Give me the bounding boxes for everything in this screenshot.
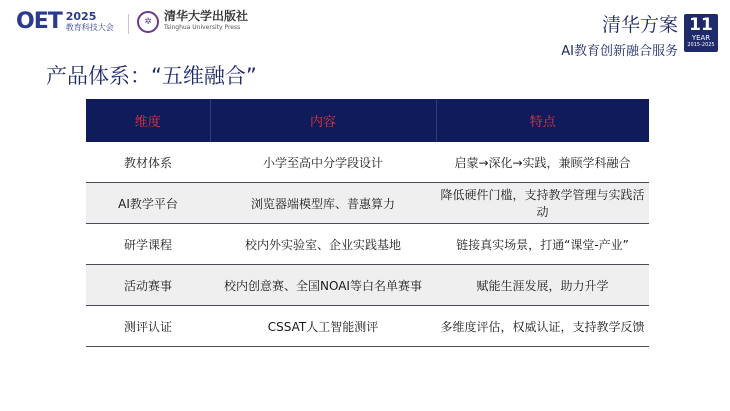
table-row <box>86 224 649 265</box>
table-row <box>86 183 649 224</box>
table-cell: 测评认证 <box>86 306 210 347</box>
oet-logo <box>16 11 114 33</box>
oet-mark: OET <box>16 9 62 34</box>
column-header: 内容 <box>210 99 436 142</box>
brand-block <box>561 14 678 59</box>
brand-subtitle: AI教育创新融合服务 <box>561 44 678 59</box>
badge-word: YEAR <box>691 34 711 42</box>
press-name-en: Tsinghua University Press <box>164 24 241 31</box>
product-table <box>86 99 649 347</box>
table-cell: 链接真实场景，打通“课堂-产业” <box>436 224 649 265</box>
table-cell: 校内创意赛、全国NOAI等白名单赛事 <box>210 265 436 306</box>
anniversary-badge <box>684 14 718 52</box>
badge-number: 11 <box>689 15 713 35</box>
logo-divider <box>128 14 129 34</box>
table-cell: 启蒙→深化→实践，兼顾学科融合 <box>436 142 649 183</box>
table-cell: 校内外实验室、企业实践基地 <box>210 224 436 265</box>
table-cell: CSSAT人工智能测评 <box>210 306 436 347</box>
table-cell: 浏览器端模型库、普惠算力 <box>210 183 436 224</box>
table-cell: 小学至高中分学段设计 <box>210 142 436 183</box>
brand-title: 清华方案 <box>601 14 678 36</box>
page-title: 产品体系：“五维融合” <box>46 64 257 88</box>
table-cell: 研学课程 <box>86 224 210 265</box>
table-cell: 教材体系 <box>86 142 210 183</box>
table-cell: 赋能生涯发展，助力升学 <box>436 265 649 306</box>
table-row <box>86 306 649 347</box>
oet-year: 2025 <box>65 10 97 23</box>
table-row <box>86 265 649 306</box>
column-header: 特点 <box>436 99 649 142</box>
badge-range: 2015-2025 <box>687 42 715 48</box>
table-row <box>86 142 649 183</box>
oet-subtitle: 教育科技大会 <box>65 23 114 32</box>
column-header: 维度 <box>86 99 210 142</box>
press-seal-icon: ✲ <box>137 11 159 33</box>
table-cell: AI教学平台 <box>86 183 210 224</box>
table-header-row <box>86 99 649 142</box>
press-name-cn: 清华大学出版社 <box>164 9 249 23</box>
top-bar <box>0 0 730 60</box>
table-cell: 多维度评估，权威认证，支持教学反馈 <box>436 306 649 347</box>
table-cell: 降低硬件门槛，支持教学管理与实践活动 <box>436 183 649 224</box>
table-cell: 活动赛事 <box>86 265 210 306</box>
press-logo <box>137 11 248 33</box>
